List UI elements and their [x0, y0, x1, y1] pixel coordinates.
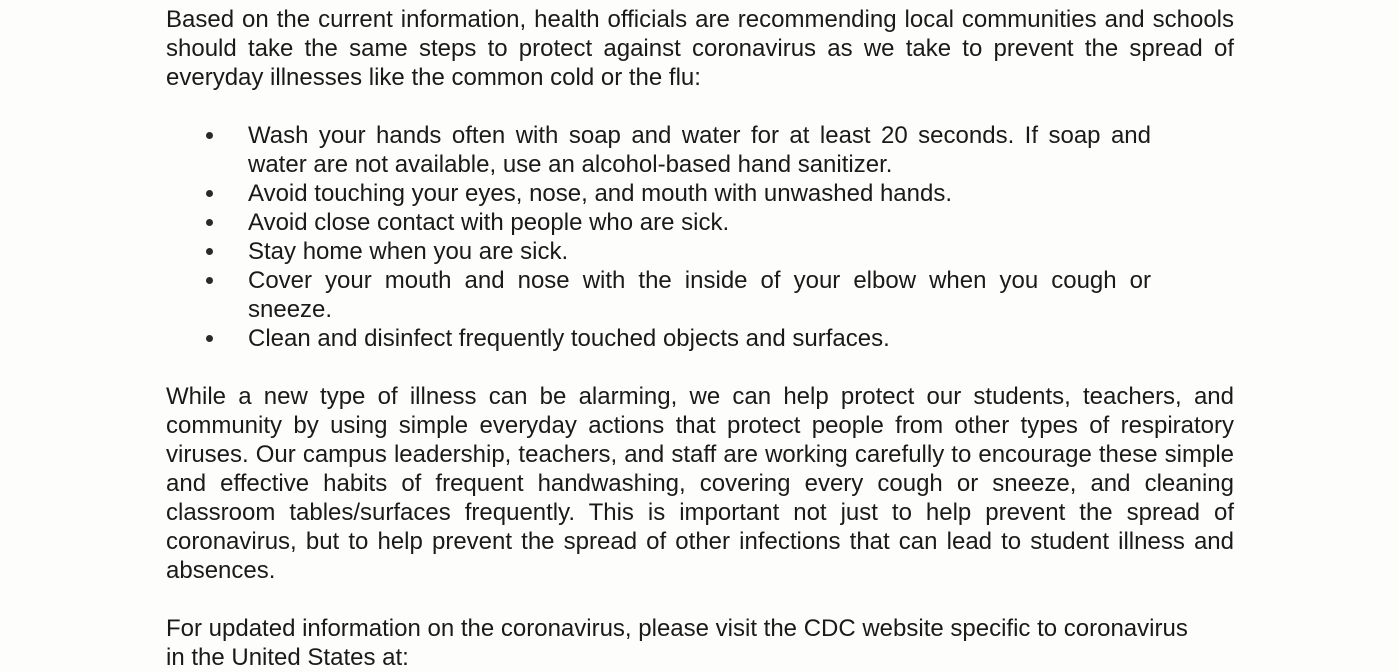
- paragraph-gap: [166, 585, 1234, 614]
- list-item-text: Stay home when you are sick.: [248, 238, 569, 265]
- paragraph-gap: [166, 92, 1234, 121]
- bullet-icon: [206, 190, 213, 197]
- list-item-text: Avoid close contact with people who are sick.: [248, 209, 730, 236]
- closing-paragraph: For updated information on the coronavirus, please visit the CDC website specific to coronavirus: [166, 615, 1188, 642]
- list-item-text: Avoid touching your eyes, nose, and mouth with unwashed hands.: [248, 180, 953, 207]
- bullet-icon: [206, 132, 213, 139]
- list-item-text: Cover your mouth and nose with the inside of your elbow when you cough or sneeze.: [248, 267, 1151, 323]
- closing-paragraph-continued: in the United States at:: [166, 644, 409, 671]
- bullet-icon: [206, 277, 213, 284]
- bullet-icon: [206, 248, 213, 255]
- list-item-text: Wash your hands often with soap and water for at least 20 seconds. If soap and water are not available, use an alcohol-based hand sanitizer.: [248, 122, 1151, 178]
- body-paragraph: While a new type of illness can be alarming, we can help protect our students, teachers, and community by using simple everyday actions that protect people from other types of respiratory viruses. Our campus leadership, teachers, and staff are working carefully to encourage these simple and effective habits of frequent handwashing, covering every cough or sneeze, and cleaning classroom tables/surfaces frequently. This is important not just to help prevent the spread of coronavirus, but to help prevent the spread of other infections that can lead to student illness and absences.: [166, 383, 1234, 584]
- intro-paragraph: Based on the current information, health officials are recommending local communities and schools should take the same steps to protect against coronavirus as we take to prevent the spread of everyday illnesses like the common cold or the flu:: [166, 6, 1234, 91]
- bullet-icon: [206, 219, 213, 226]
- prevention-steps-list: [166, 121, 1151, 353]
- list-item: [248, 324, 1151, 353]
- list-item: [248, 266, 1151, 324]
- list-item: [248, 121, 1151, 179]
- letter-body: [166, 5, 1234, 672]
- paragraph-gap: [166, 353, 1234, 382]
- list-item: [248, 208, 1151, 237]
- list-item: [248, 179, 1151, 208]
- bullet-icon: [206, 335, 213, 342]
- list-item-text: Clean and disinfect frequently touched objects and surfaces.: [248, 325, 890, 352]
- list-item: [248, 237, 1151, 266]
